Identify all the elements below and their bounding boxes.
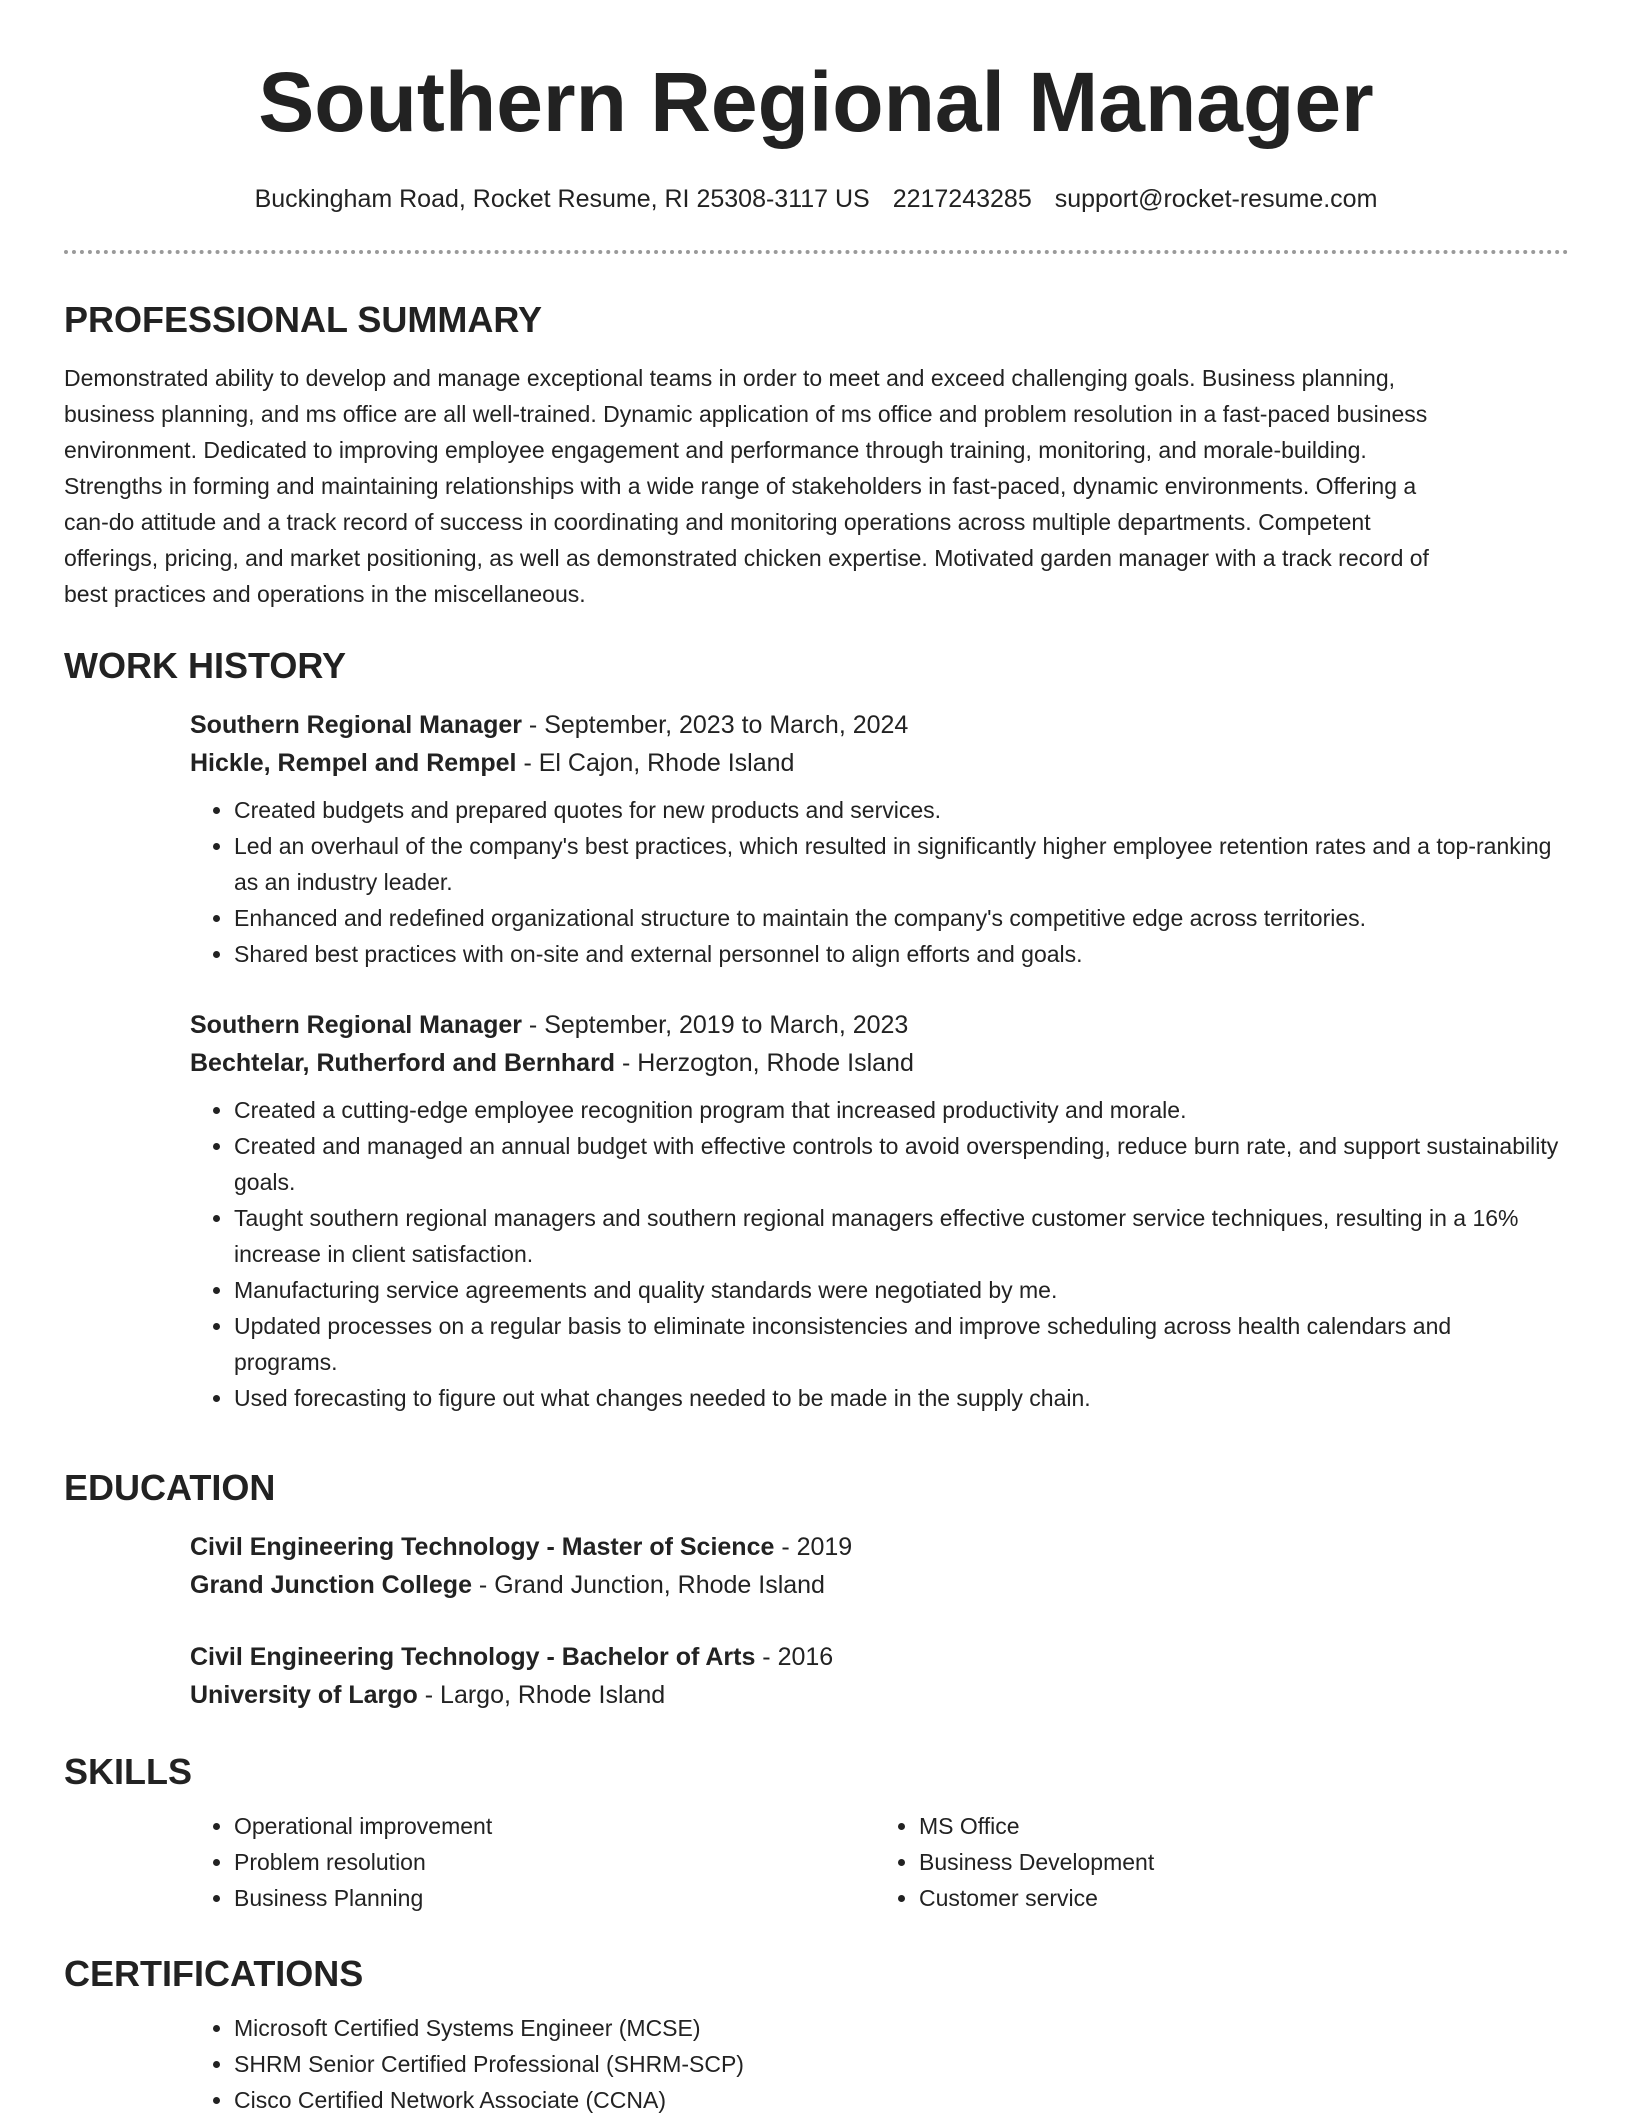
- contact-email: support@rocket-resume.com: [1054, 185, 1378, 213]
- job-entry: [190, 1006, 1560, 1416]
- work-history-heading: WORK HISTORY: [64, 645, 347, 686]
- skill-item: • Business Planning: [234, 1880, 875, 1916]
- education-section: [64, 1466, 1569, 1714]
- skills-section: [64, 1750, 1569, 1916]
- certification-item: • SHRM Senior Certified Professional (SHRM-SCP): [234, 2046, 1560, 2082]
- certifications-section: [64, 1952, 1569, 2118]
- education-year: - 2016: [755, 1643, 834, 1671]
- job-bullets: [190, 792, 1560, 972]
- skill-item: • Business Development: [919, 1844, 1560, 1880]
- education-heading: EDUCATION: [64, 1467, 276, 1508]
- list-item: • Shared best practices with on-site and external personnel to align efforts and goals.: [234, 936, 1560, 972]
- education-degree: Civil Engineering Technology - Bachelor of Arts: [190, 1643, 756, 1671]
- skills-column-2: [875, 1808, 1560, 1916]
- job-location: - El Cajon, Rhode Island: [516, 749, 795, 777]
- skill-item: • MS Office: [919, 1808, 1560, 1844]
- education-school: Grand Junction College: [190, 1571, 472, 1599]
- education-degree: Civil Engineering Technology - Master of Science: [190, 1533, 775, 1561]
- job-role: Southern Regional Manager: [190, 711, 522, 739]
- skill-item: • Operational improvement: [234, 1808, 875, 1844]
- job-dates: - September, 2023 to March, 2024: [521, 711, 909, 739]
- list-item: • Used forecasting to figure out what changes needed to be made in the supply chain.: [234, 1380, 1560, 1416]
- header-divider: [64, 250, 1569, 254]
- skills-columns: [190, 1808, 1560, 1916]
- list-item: • Manufacturing service agreements and quality standards were negotiated by me.: [234, 1272, 1560, 1308]
- certifications-list: [190, 2010, 1560, 2118]
- education-entry: [190, 1528, 1560, 1604]
- contact-line: [0, 182, 1632, 216]
- list-item: • Created budgets and prepared quotes for new products and services.: [234, 792, 1560, 828]
- certifications-heading: CERTIFICATIONS: [64, 1953, 364, 1994]
- education-degree-line: [190, 1638, 1560, 1676]
- skill-item: • Customer service: [919, 1880, 1560, 1916]
- skill-item: • Problem resolution: [234, 1844, 875, 1880]
- education-entry: [190, 1638, 1560, 1714]
- certification-item: • Cisco Certified Network Associate (CCNA): [234, 2082, 1560, 2118]
- education-school-line: [190, 1676, 1560, 1714]
- education-year: - 2019: [774, 1533, 853, 1561]
- work-history-section: [64, 644, 1569, 1416]
- job-location: - Herzogton, Rhode Island: [615, 1049, 914, 1077]
- summary-section: [64, 298, 1569, 612]
- list-item: • Updated processes on a regular basis to eliminate inconsistencies and improve scheduling across health calendars and programs.: [234, 1308, 1560, 1380]
- list-item: • Enhanced and redefined organizational structure to maintain the company's competitive edge across territories.: [234, 900, 1560, 936]
- summary-text: Demonstrated ability to develop and manage exceptional teams in order to meet and exceed challenging goals. Business planning, business planning, and ms office are all well-trained. Dynamic application of ms office and problem resolution in a fast-paced business environment. Dedicated to improving employee engagement and performance through training, monitoring, and morale-building. Strengths in forming and maintaining relationships with a wide range of stakeholders in fast-paced, dynamic environments. Offering a can-do attitude and a track record of success in coordinating and monitoring operations across multiple departments. Competent offerings, pricing, and market positioning, as well as demonstrated chicken expertise. Motivated garden manager with a track record of best practices and operations in the miscellaneous.: [64, 365, 1429, 607]
- education-school-line: [190, 1566, 1560, 1604]
- job-company-line: [190, 744, 1560, 782]
- education-location: - Grand Junction, Rhode Island: [471, 1571, 825, 1599]
- job-role: Southern Regional Manager: [190, 1011, 522, 1039]
- list-item: • Created and managed an annual budget with effective controls to avoid overspending, reduce burn rate, and support sustainability goals.: [234, 1128, 1560, 1200]
- list-item: • Taught southern regional managers and southern regional managers effective customer service techniques, resulting in a 16% increase in client satisfaction.: [234, 1200, 1560, 1272]
- education-degree-line: [190, 1528, 1560, 1566]
- education-location: - Largo, Rhode Island: [417, 1681, 666, 1709]
- list-item: • Created a cutting-edge employee recognition program that increased productivity and morale.: [234, 1092, 1560, 1128]
- job-title-line: [190, 1006, 1560, 1044]
- job-title-line: [190, 706, 1560, 744]
- job-entry: [190, 706, 1560, 972]
- contact-address: Buckingham Road, Rocket Resume, RI 25308-3117 US: [254, 185, 870, 213]
- summary-heading: PROFESSIONAL SUMMARY: [64, 299, 543, 340]
- job-bullets: [190, 1092, 1560, 1416]
- certifications-list-wrap: [190, 2010, 1560, 2118]
- job-company: Hickle, Rempel and Rempel: [190, 749, 517, 777]
- education-school: University of Largo: [190, 1681, 418, 1709]
- skills-column-1: [190, 1808, 875, 1916]
- job-company: Bechtelar, Rutherford and Bernhard: [190, 1049, 616, 1077]
- job-company-line: [190, 1044, 1560, 1082]
- contact-phone: 2217243285: [892, 185, 1032, 213]
- list-item: • Led an overhaul of the company's best practices, which resulted in significantly higher employee retention rates and a top-ranking as an industry leader.: [234, 828, 1560, 900]
- certification-item: • Microsoft Certified Systems Engineer (MCSE): [234, 2010, 1560, 2046]
- job-dates: - September, 2019 to March, 2023: [521, 1011, 909, 1039]
- candidate-name: Southern Regional Manager: [258, 55, 1374, 149]
- skills-heading: SKILLS: [64, 1751, 193, 1792]
